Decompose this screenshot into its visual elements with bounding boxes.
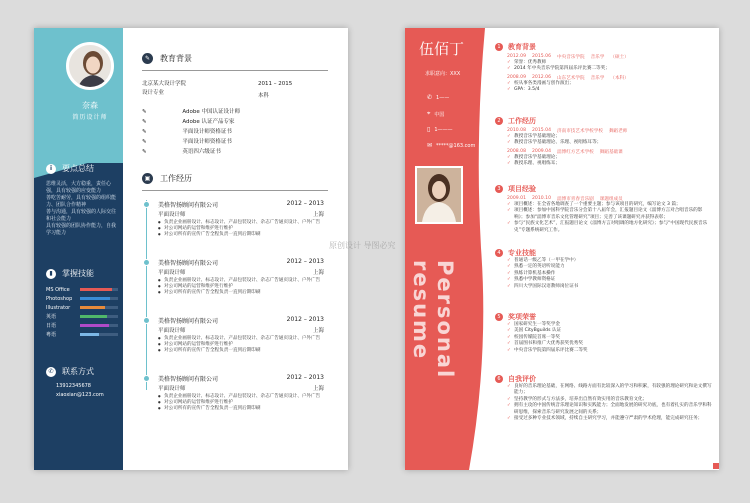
job-entry	[158, 316, 324, 353]
pen-icon: ✎	[142, 149, 149, 155]
info-phone: ✆ 1——	[427, 94, 450, 101]
skill-name: 日语	[46, 323, 57, 329]
section-item: ✓ 教授音乐学基础理论；	[495, 155, 713, 161]
summary-list	[46, 181, 118, 237]
job-company: 美格智扬顾问有限公司	[158, 318, 219, 325]
job-duty: ● 负责企业画册设计、标志设计、产品包装设计、杂志广告通页设计、户外广告	[158, 220, 324, 226]
job-city: 上海	[312, 212, 324, 218]
section-5	[495, 312, 713, 354]
resume-left-main	[130, 28, 348, 470]
section-heading	[495, 184, 713, 194]
section-meta: 2012.09 2015.06 中央音乐学院 音乐学 （硕士）	[507, 54, 629, 60]
cert-item: ✎ Adobe 认证产品专家	[142, 119, 235, 125]
job-duty: ● 对公司网站的运营和维护进行维护	[158, 284, 324, 290]
section-heading	[495, 42, 713, 52]
education-major: 设计专业	[142, 90, 165, 96]
job-role: 平面设计师	[158, 212, 186, 218]
skill-bar	[80, 324, 118, 327]
summary-item: 思维灵活，大方稳重，责任心强，具有较强的应变能力	[46, 181, 112, 194]
job-role: 平面设计师	[158, 328, 186, 334]
section-item: ✓ 首届图书和推广大优秀获奖优秀奖	[495, 341, 713, 347]
skill-row	[46, 295, 118, 302]
section-title: 自我评价	[508, 375, 536, 383]
info-email: ✉ *****@163.com	[427, 142, 476, 149]
job-period: 2012 – 2013	[286, 374, 324, 381]
job-city: 上海	[312, 386, 324, 392]
resume-right	[405, 28, 719, 470]
cert-item: ✎ Adobe 中国认证设计师	[142, 109, 241, 115]
job-duty: ● 对公司所有的宣传广告全程负责一直到后期印刷	[158, 348, 324, 354]
section-item: ✓ 接受过多种专业技术领域，持续自主研究学习，并能遵守严肃的学术伦理，能完成研究任务；	[495, 416, 713, 422]
cert-item: ✎ 平面设计师资格证书	[142, 139, 232, 145]
section-title: 教育背景	[508, 43, 536, 51]
phone-icon: ✆	[427, 94, 433, 101]
skill-bar-fill	[80, 324, 109, 327]
mobile-icon: ▯	[427, 126, 431, 133]
pen-icon: ✎	[142, 109, 149, 115]
section-meta: 2010.08 2015.04 济南市技艺术学校学校 舞蹈老师	[507, 128, 628, 134]
job-entry	[158, 200, 324, 237]
watermark: 原创设计 导图必究	[329, 241, 396, 250]
skill-bar-fill	[80, 333, 99, 336]
job-company: 美格智扬顾问有限公司	[158, 376, 219, 383]
section-heading	[495, 116, 713, 126]
job-city: 上海	[312, 328, 324, 334]
job-duty: ● 对公司网站的运营和维护进行维护	[158, 342, 324, 348]
education-heading: ✎ 教育背景	[142, 53, 192, 64]
resume-left	[34, 28, 348, 470]
section-meta: 2009.01 2010.10 淄博市青春音乐剧 课题组成员	[507, 196, 623, 202]
job-duty: ● 负责企业画册设计、标志设计、产品包装设计、杂志广告通页设计、户外广告	[158, 278, 324, 284]
section-item: ✓ 项目概述：在全省各地调查了一个重要主题；参与该项目的研究，编写论文 3 篇；	[495, 202, 713, 208]
vertical-title: Personal resume	[409, 260, 457, 380]
section-title: 奖项荣誉	[508, 313, 536, 321]
resume-name: 伍佰丁	[419, 40, 465, 58]
timeline-dot	[143, 375, 150, 382]
section-item: ✓ GPA：3.5/4	[495, 87, 713, 93]
skill-row	[46, 322, 118, 329]
section-item: ✓ 熟练计算机基本操作	[495, 271, 713, 277]
skill-name: Photoshop	[46, 295, 73, 302]
timeline-dot	[143, 259, 150, 266]
skill-bar	[80, 315, 118, 318]
location-icon: ⌖	[427, 110, 431, 117]
job-period: 2012 – 2013	[286, 316, 324, 323]
skill-row	[46, 331, 118, 338]
section-item: ✓ 普通话一级乙等（一甲在学中）	[495, 258, 713, 264]
skill-name: MS Office	[46, 286, 70, 293]
pen-icon: ✎	[142, 119, 149, 125]
job-role: 平面设计师	[158, 270, 186, 276]
education-school: 北京某大设计学院	[142, 81, 187, 87]
skill-name: Illustrator	[46, 304, 71, 311]
skill-bar-fill	[80, 315, 107, 318]
briefcase-icon: ▣	[142, 173, 153, 184]
section-item: ✓ 教授音乐学基础理论、乐理、视唱练耳等；	[495, 140, 713, 146]
section-item: ✓ 美国 CityBguilds 认证	[495, 328, 713, 334]
section-item: ✓ 荣誉：优秀教师	[495, 60, 713, 66]
corner-marker	[713, 463, 719, 469]
resume-name: 奈森	[82, 101, 98, 110]
divider	[142, 70, 328, 71]
section-meta: 2008.08 2009.04 淄博红方艺术学校 舞蹈基础课	[507, 148, 623, 155]
section-number: 1	[495, 43, 503, 51]
skill-row	[46, 313, 118, 320]
section-number: 3	[495, 185, 503, 193]
section-title: 专业技能	[508, 249, 536, 257]
job-duty: ● 负责企业画册设计、标志设计、产品包装设计、杂志广告通页设计、户外广告	[158, 394, 324, 400]
section-2	[495, 116, 713, 168]
skill-row	[46, 286, 118, 293]
section-number: 6	[495, 375, 503, 383]
skill-bar-fill	[80, 288, 112, 291]
work-heading: ▣ 工作经历	[142, 173, 192, 184]
contact-heading: ✆ 联系方式	[46, 366, 94, 377]
resume-job-title: 简历设计师	[72, 114, 108, 121]
pen-icon: ✎	[142, 139, 149, 145]
section-4	[495, 248, 713, 290]
skill-name: 英语	[46, 314, 57, 320]
profile-photo	[66, 42, 114, 90]
education-degree: 本科	[258, 93, 270, 99]
skill-name: 粤语	[46, 332, 57, 338]
job-period: 2012 – 2013	[286, 258, 324, 265]
cert-item: ✎ 平面设计师资格证书	[142, 129, 232, 135]
job-intent: 求职意向：XXX	[425, 71, 461, 77]
section-title: 工作经历	[508, 117, 536, 125]
skill-bar	[80, 288, 118, 291]
job-entry	[158, 258, 324, 295]
info-location: ⌖ 中国	[427, 110, 445, 118]
skill-bar	[80, 333, 118, 336]
section-title: 项目经验	[508, 185, 536, 193]
section-item: ✓ 参与“民族文化艺术”，汇报题目论文《淄博方言对唱调的地方化研究》；参与“中国现代民族音乐史”专题系统研究工作。	[495, 221, 713, 234]
job-period: 2012 – 2013	[286, 200, 324, 207]
summary-item: 具有较强的团队协作能力，自我学习能力	[46, 223, 117, 236]
contact-email: xiaoxian@123.com	[56, 392, 104, 398]
job-duty: ● 对公司网站的运营和维护进行维护	[158, 226, 324, 232]
job-duty: ● 对公司所有的宣传广告全程负责一直到后期印刷	[158, 232, 324, 238]
job-role: 平面设计师	[158, 386, 186, 392]
mail-icon: ✉	[427, 142, 433, 149]
section-item: ✓ 国家研究生一等奖学金	[495, 322, 713, 328]
section-heading	[495, 248, 713, 258]
summary-item: 善与沟通，具有较强的人际交往和社会能力	[46, 209, 117, 222]
section-item: ✓ 良好的音乐理论基础，在网络、线路方面有比较深入的学习和积累，有较强的理论研究和论文撰写能力；	[495, 384, 713, 397]
section-6	[495, 374, 713, 422]
section-1	[495, 42, 713, 94]
section-item: ✓ 校从事各类漫画与创作演出；	[495, 81, 713, 87]
skill-bar	[80, 306, 118, 309]
section-item: ✓ 坚持教学的形式与方法多，培养出自然有效实用的音乐教育文化；	[495, 397, 713, 403]
phone-icon: ✆	[46, 367, 56, 377]
info-icon: i	[46, 164, 56, 174]
section-item: ✓ 拥有主攻的中国传统音乐理论知识和实践能力；全面地发展的研究功底，也有着扎实的音乐学和科研思维，探索音乐与研究发展之间的关系；	[495, 403, 713, 416]
timeline-line	[146, 200, 147, 390]
timeline-dot	[143, 317, 150, 324]
cert-item: ✎ 英语四六级证书	[142, 149, 221, 155]
divider	[142, 190, 328, 191]
skill-row	[46, 304, 118, 311]
section-number: 5	[495, 313, 503, 321]
section-3	[495, 184, 713, 234]
section-item: ✓ 四川大学国际汉语教师岗位证书	[495, 284, 713, 290]
job-entry	[158, 374, 324, 411]
section-item: ✓ 校园传媒院首席一等奖	[495, 335, 713, 341]
job-company: 美格智扬顾问有限公司	[158, 260, 219, 267]
section-meta: 2008.09 2012.06 山东艺术学院 音乐学 （本科）	[507, 74, 629, 81]
chart-icon: ▮	[46, 269, 56, 279]
info-mobile: ▯ 1———	[427, 126, 453, 133]
section-item: ✓ 熟悉一定的英语听说能力	[495, 264, 713, 270]
skills-heading: ▮ 掌握技能	[46, 268, 94, 279]
section-item: ✓ 教授音乐学基础理论；	[495, 134, 713, 140]
section-heading	[495, 312, 713, 322]
section-heading	[495, 374, 713, 384]
skill-bar-fill	[80, 306, 105, 309]
timeline-dot	[143, 201, 150, 208]
pen-icon: ✎	[142, 129, 149, 135]
graduation-cap-icon: ✎	[142, 53, 153, 64]
job-duty: ● 对公司所有的宣传广告全程负责一直到后期印刷	[158, 406, 324, 412]
section-item: ✓ 熟悉中学教师资格证	[495, 277, 713, 283]
job-city: 上海	[312, 270, 324, 276]
section-number: 4	[495, 249, 503, 257]
job-duty: ● 负责企业画册设计、标志设计、产品包装设计、杂志广告通页设计、户外广告	[158, 336, 324, 342]
profile-photo	[415, 166, 463, 224]
section-item: ✓ 中央音乐学院第四届乐评比赛二等奖	[495, 348, 713, 354]
summary-item: 善吃苦耐劳，具有较强的组织能力、团队合作精神	[46, 195, 117, 208]
summary-heading: i 要点总结	[46, 163, 94, 174]
section-item: ✓ 教授乐理、视唱练耳；	[495, 161, 713, 167]
section-number: 2	[495, 117, 503, 125]
skill-bar-fill	[80, 297, 110, 300]
section-item: ✓ 2014 年中央音乐学院第四届乐评比赛二等奖；	[495, 66, 713, 72]
job-duty: ● 对公司网站的运营和维护进行维护	[158, 400, 324, 406]
education-period: 2011 – 2015	[258, 81, 293, 87]
section-item: ✓ 项目概述：参加中国科学院音乐分会第十八届年会，汇报题目论文《淄博方言对合唱音乐的影响》；参加“淄博市音乐文化管理研究”项目；完善了该课题研究并获得表彰；	[495, 208, 713, 221]
job-duty: ● 对公司所有的宣传广告全程负责一直到后期印刷	[158, 290, 324, 296]
skill-bar	[80, 297, 118, 300]
contact-phone: 13912345678	[56, 383, 91, 389]
job-company: 美格智扬顾问有限公司	[158, 202, 219, 209]
